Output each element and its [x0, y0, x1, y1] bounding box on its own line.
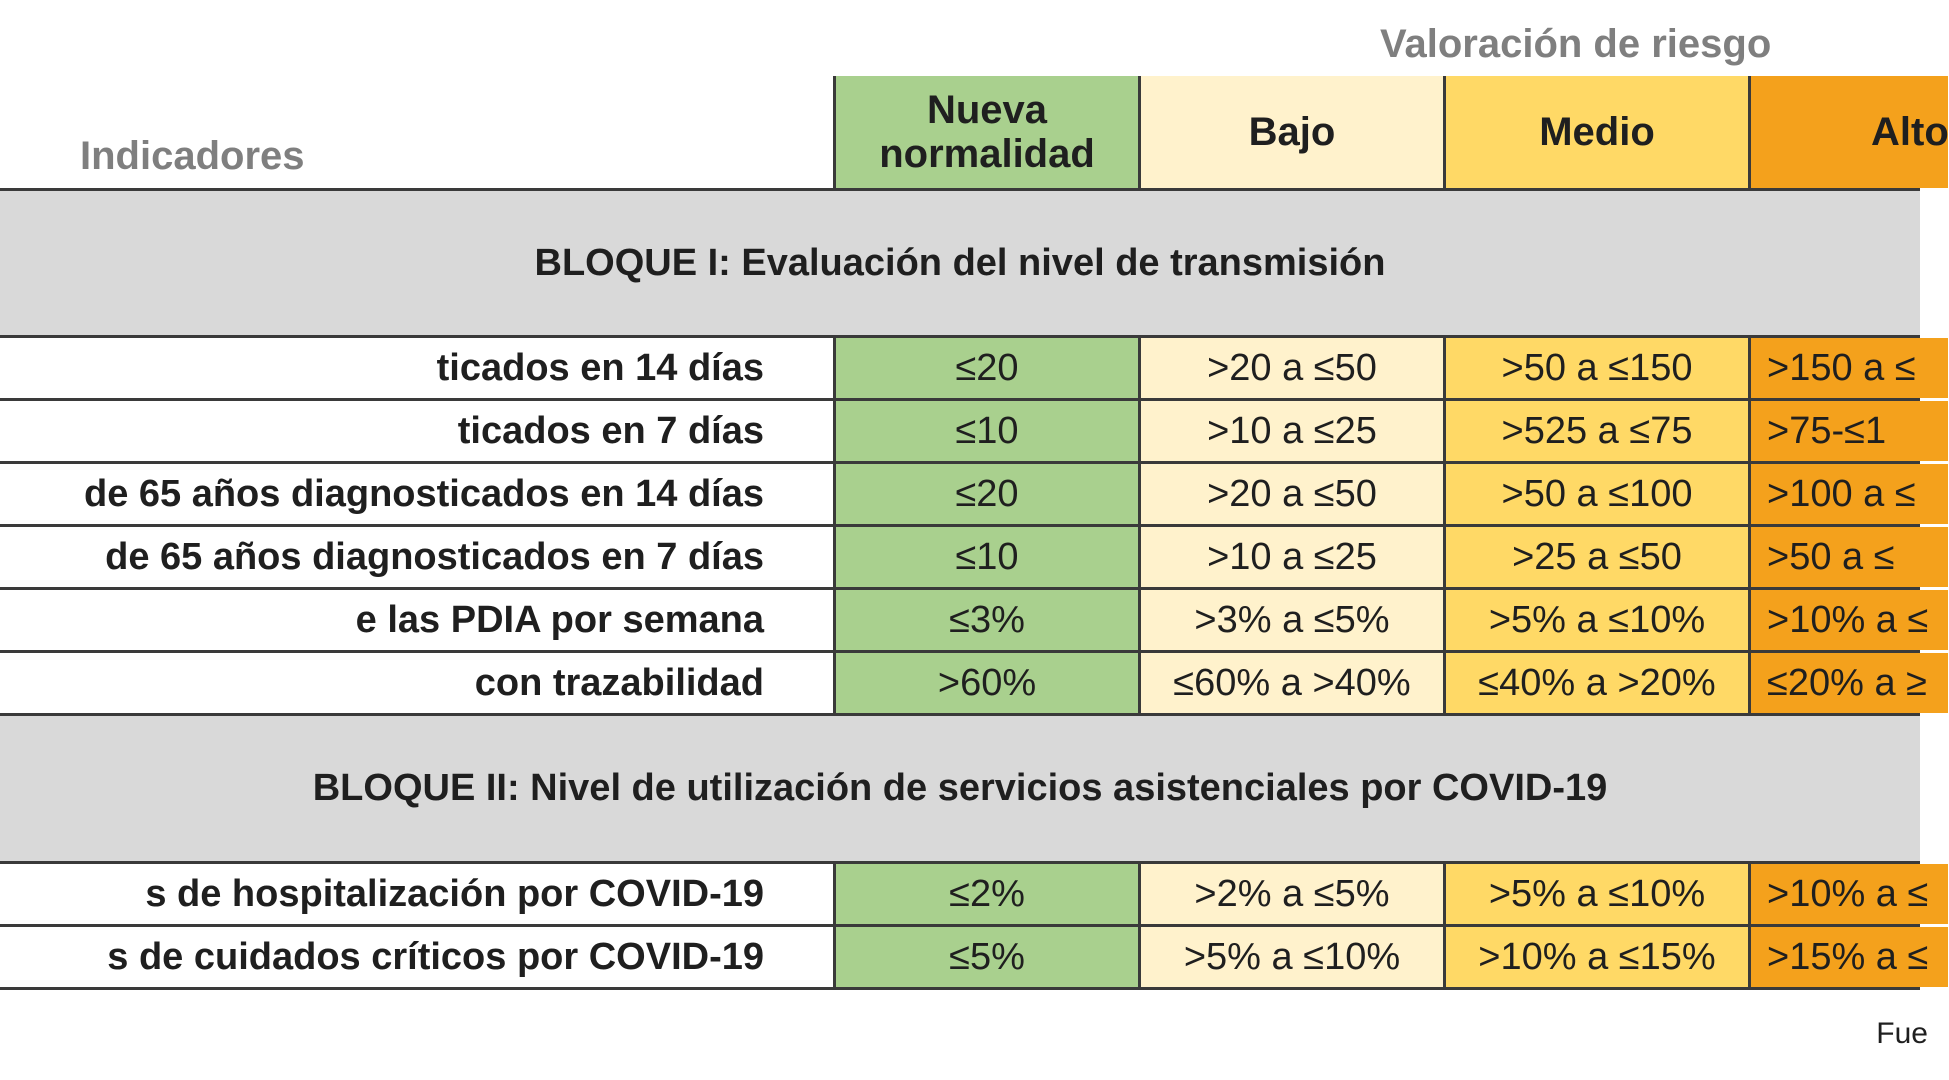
- value-cell-1: >20 a ≤50: [1138, 338, 1443, 398]
- value-cell-1: >2% a ≤5%: [1138, 864, 1443, 924]
- indicator-label: s de hospitalización por COVID-19: [145, 872, 764, 915]
- value-cell-0: ≤20: [833, 338, 1138, 398]
- indicator-cell: [0, 338, 830, 398]
- value-cell-3: ≤20% a ≥: [1748, 653, 1948, 713]
- row-divider: [0, 987, 1920, 990]
- table-row: [0, 464, 1920, 524]
- indicator-label: de 65 años diagnosticados en 7 días: [105, 535, 764, 578]
- table-row: [0, 401, 1920, 461]
- level-header-1: Bajo: [1138, 76, 1443, 188]
- value-cell-0: ≤3%: [833, 590, 1138, 650]
- value-cell-1: >20 a ≤50: [1138, 464, 1443, 524]
- value-cell-3: >100 a ≤: [1748, 464, 1948, 524]
- value-cell-2: >5% a ≤10%: [1443, 590, 1748, 650]
- block-title: BLOQUE I: Evaluación del nivel de transmisión: [0, 191, 1920, 335]
- value-cell-0: ≤5%: [833, 927, 1138, 987]
- table-row: [0, 338, 1920, 398]
- value-cell-1: >5% a ≤10%: [1138, 927, 1443, 987]
- block-title: BLOQUE II: Nivel de utilización de servicios asistenciales por COVID-19: [0, 716, 1920, 861]
- value-cell-2: >525 a ≤75: [1443, 401, 1748, 461]
- indicator-cell: [0, 927, 830, 987]
- indicator-label: ticados en 14 días: [436, 346, 764, 389]
- indicator-label: s de cuidados críticos por COVID-19: [107, 935, 764, 978]
- indicator-label: e las PDIA por semana: [355, 598, 764, 641]
- value-cell-3: >50 a ≤: [1748, 527, 1948, 587]
- value-cell-1: >10 a ≤25: [1138, 527, 1443, 587]
- value-cell-1: ≤60% a >40%: [1138, 653, 1443, 713]
- table-row: [0, 590, 1929, 650]
- level-header-0: Nueva normalidad: [833, 76, 1138, 188]
- value-cell-1: >10 a ≤25: [1138, 401, 1443, 461]
- value-cell-0: ≤10: [833, 527, 1138, 587]
- indicator-cell: [0, 527, 830, 587]
- source-note: Fue: [1876, 1017, 1928, 1050]
- value-cell-1: >3% a ≤5%: [1138, 590, 1443, 650]
- indicator-cell: [0, 464, 830, 524]
- level-header-2: Medio: [1443, 76, 1748, 188]
- table-row: [0, 653, 1928, 713]
- value-cell-3: >150 a ≤: [1748, 338, 1948, 398]
- table-row: [0, 864, 1929, 924]
- value-cell-0: ≤10: [833, 401, 1138, 461]
- value-cell-3: >75-≤1: [1748, 401, 1948, 461]
- risk-assessment-title: Valoración de riesgo: [1380, 22, 1772, 66]
- indicator-cell: [0, 653, 830, 713]
- indicator-cell: [0, 401, 830, 461]
- table-row: [0, 927, 1929, 987]
- indicator-label: de 65 años diagnosticados en 14 días: [83, 472, 764, 515]
- value-cell-3: >10% a ≤: [1748, 590, 1948, 650]
- value-cell-2: >50 a ≤100: [1443, 464, 1748, 524]
- value-cell-2: ≤40% a >20%: [1443, 653, 1748, 713]
- indicators-header: Indicadores: [80, 134, 305, 178]
- table-row: [0, 527, 1920, 587]
- value-cell-3: >15% a ≤: [1748, 927, 1948, 987]
- indicator-label: con trazabilidad: [474, 661, 764, 704]
- indicator-cell: [0, 590, 830, 650]
- level-header-3: Alto: [1748, 76, 1948, 188]
- value-cell-3: >10% a ≤: [1748, 864, 1948, 924]
- value-cell-2: >5% a ≤10%: [1443, 864, 1748, 924]
- value-cell-0: ≤2%: [833, 864, 1138, 924]
- value-cell-2: >10% a ≤15%: [1443, 927, 1748, 987]
- value-cell-2: >25 a ≤50: [1443, 527, 1748, 587]
- value-cell-0: ≤20: [833, 464, 1138, 524]
- value-cell-0: >60%: [833, 653, 1138, 713]
- indicator-label: ticados en 7 días: [457, 409, 764, 452]
- indicator-cell: [0, 864, 830, 924]
- value-cell-2: >50 a ≤150: [1443, 338, 1748, 398]
